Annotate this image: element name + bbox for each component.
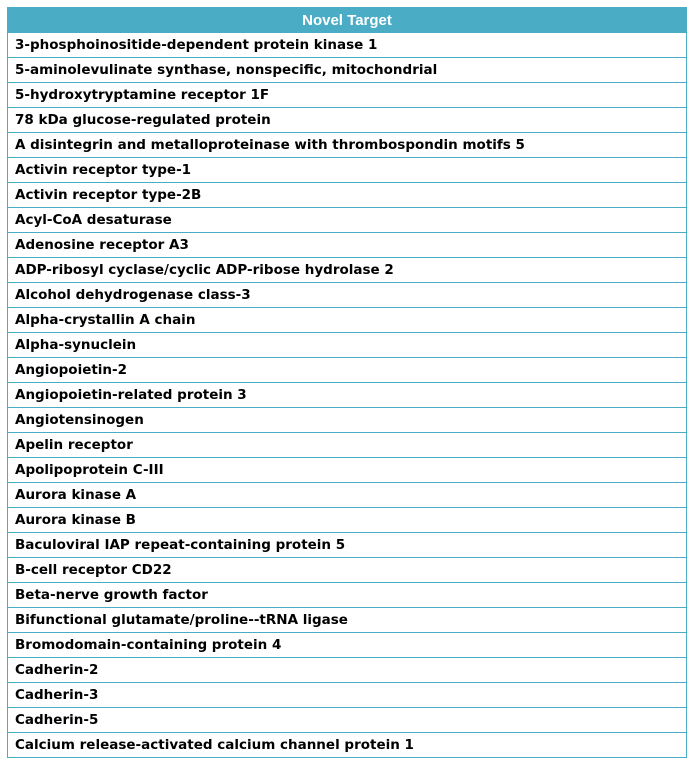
- target-name-cell: Acyl-CoA desaturase: [8, 208, 687, 233]
- target-name-cell: Cadherin-2: [8, 658, 687, 683]
- table-row: [8, 283, 687, 308]
- table-row: [8, 483, 687, 508]
- target-name-cell: 3-phosphoinositide-dependent protein kinase 1: [8, 33, 687, 58]
- target-name-cell: Cadherin-5: [8, 708, 687, 733]
- target-name-cell: Cadherin-3: [8, 683, 687, 708]
- table-row: [8, 533, 687, 558]
- target-name-cell: B-cell receptor CD22: [8, 558, 687, 583]
- table-row: [8, 433, 687, 458]
- table-row: [8, 558, 687, 583]
- target-name-cell: Angiopoietin-2: [8, 358, 687, 383]
- target-name-cell: Bifunctional glutamate/proline--tRNA ligase: [8, 608, 687, 633]
- table-row: [8, 358, 687, 383]
- target-name-cell: Calcium release-activated calcium channel protein 1: [8, 733, 687, 758]
- table-row: [8, 633, 687, 658]
- table-row: [8, 608, 687, 633]
- table-row: [8, 508, 687, 533]
- target-name-cell: Alcohol dehydrogenase class-3: [8, 283, 687, 308]
- target-name-cell: Aurora kinase A: [8, 483, 687, 508]
- target-name-cell: Adenosine receptor A3: [8, 233, 687, 258]
- table-row: [8, 133, 687, 158]
- target-name-cell: A disintegrin and metalloproteinase with thrombospondin motifs 5: [8, 133, 687, 158]
- target-name-cell: Alpha-crystallin A chain: [8, 308, 687, 333]
- target-name-cell: Activin receptor type-2B: [8, 183, 687, 208]
- target-name-cell: Beta-nerve growth factor: [8, 583, 687, 608]
- target-name-cell: Alpha-synuclein: [8, 333, 687, 358]
- target-name-cell: Aurora kinase B: [8, 508, 687, 533]
- table-row: [8, 183, 687, 208]
- target-name-cell: Baculoviral IAP repeat-containing protein 5: [8, 533, 687, 558]
- target-name-cell: 5-hydroxytryptamine receptor 1F: [8, 83, 687, 108]
- novel-target-table-container: [7, 7, 687, 758]
- table-row: [8, 733, 687, 758]
- target-name-cell: Activin receptor type-1: [8, 158, 687, 183]
- table-row: [8, 583, 687, 608]
- table-row: [8, 208, 687, 233]
- table-header-row: [8, 8, 687, 33]
- target-name-cell: Apelin receptor: [8, 433, 687, 458]
- target-name-cell: ADP-ribosyl cyclase/cyclic ADP-ribose hydrolase 2: [8, 258, 687, 283]
- table-row: [8, 158, 687, 183]
- table-row: [8, 233, 687, 258]
- target-name-cell: 78 kDa glucose-regulated protein: [8, 108, 687, 133]
- table-row: [8, 333, 687, 358]
- column-header-novel-target: Novel Target: [8, 8, 687, 33]
- table-row: [8, 108, 687, 133]
- target-name-cell: Apolipoprotein C-III: [8, 458, 687, 483]
- table-row: [8, 383, 687, 408]
- table-row: [8, 683, 687, 708]
- table-row: [8, 33, 687, 58]
- table-row: [8, 258, 687, 283]
- target-name-cell: Bromodomain-containing protein 4: [8, 633, 687, 658]
- table-row: [8, 308, 687, 333]
- novel-target-table: [7, 7, 687, 758]
- table-row: [8, 83, 687, 108]
- table-row: [8, 58, 687, 83]
- target-name-cell: 5-aminolevulinate synthase, nonspecific, mitochondrial: [8, 58, 687, 83]
- table-row: [8, 458, 687, 483]
- target-name-cell: Angiopoietin-related protein 3: [8, 383, 687, 408]
- table-row: [8, 408, 687, 433]
- target-name-cell: Angiotensinogen: [8, 408, 687, 433]
- table-row: [8, 658, 687, 683]
- table-row: [8, 708, 687, 733]
- table-body: [8, 33, 687, 758]
